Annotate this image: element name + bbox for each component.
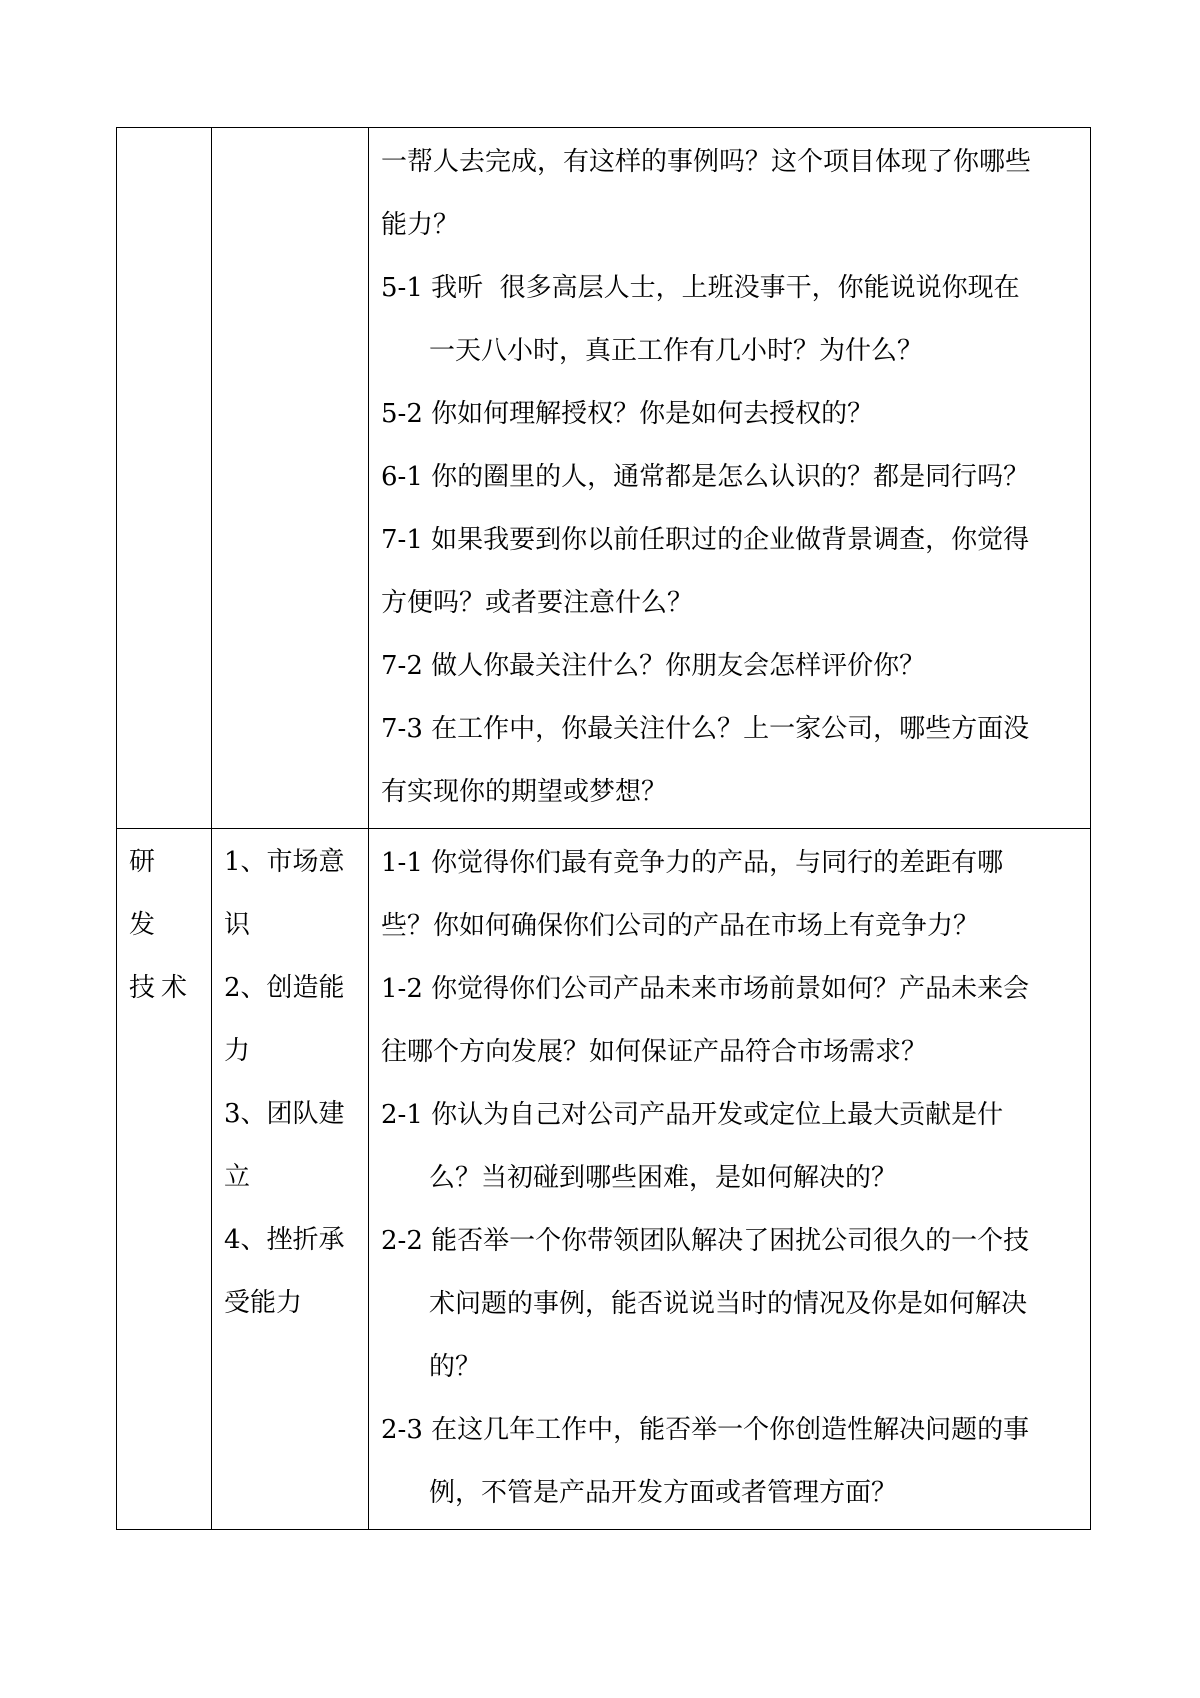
category-line: 技术 [129, 973, 194, 1003]
ability-line: 2、创造能 [224, 973, 345, 1003]
question-line: 2-3 在这几年工作中，能否举一个你创造性解决问题的事 [381, 1415, 1030, 1445]
ability-line: 4、挫折承 [224, 1225, 345, 1255]
question-line: 的？ [429, 1352, 482, 1382]
question-line: 例，不管是产品开发方面或者管理方面？ [429, 1478, 898, 1508]
category-cell-rd [117, 829, 212, 1530]
ability-line: 立 [224, 1162, 251, 1192]
question-line: 能力？ [381, 210, 460, 240]
question-line: 1-1 你觉得你们最有竞争力的产品，与同行的差距有哪 [381, 848, 1004, 878]
ability-line: 受能力 [224, 1288, 303, 1318]
ability-line: 1、市场意 [224, 847, 345, 877]
question-line: 往哪个方向发展？如何保证产品符合市场需求？ [381, 1037, 928, 1067]
question-line: 7-3 在工作中，你最关注什么？上一家公司，哪些方面没 [381, 714, 1030, 744]
ability-cell-empty [212, 128, 369, 829]
question-line: 7-1 如果我要到你以前任职过的企业做背景调查，你觉得 [381, 525, 1030, 555]
question-line: 些？你如何确保你们公司的产品在市场上有竞争力？ [381, 911, 980, 941]
question-list [369, 128, 1090, 828]
question-line: 一天八小时，真正工作有几小时？为什么？ [429, 336, 924, 366]
questions-cell-continued [369, 128, 1091, 829]
ability-line: 力 [224, 1036, 251, 1066]
ability-list [212, 829, 368, 1339]
interview-question-table [116, 127, 1091, 1530]
question-line: 术问题的事例，能否说说当时的情况及你是如何解决 [429, 1289, 1028, 1319]
question-line: 5-1 我听 很多高层人士，上班没事干，你能说说你现在 [381, 273, 1020, 303]
table-row-rd [117, 829, 1091, 1530]
ability-cell-rd [212, 829, 369, 1530]
question-line: 5-2 你如何理解授权？你是如何去授权的？ [381, 399, 874, 429]
question-line: 1-2 你觉得你们公司产品未来市场前景如何？产品未来会 [381, 974, 1030, 1004]
question-line: 有实现你的期望或梦想？ [381, 777, 668, 807]
questions-cell-rd [369, 829, 1091, 1530]
category-line: 研 发 [129, 847, 162, 940]
ability-line: 3、团队建 [224, 1099, 345, 1129]
question-line: 7-2 做人你最关注什么？你朋友会怎样评价你？ [381, 651, 926, 681]
question-line: 2-2 能否举一个你带领团队解决了困扰公司很久的一个技 [381, 1226, 1030, 1256]
question-line: 一帮人去完成，有这样的事例吗？这个项目体现了你哪些 [381, 147, 1032, 177]
question-line: 2-1 你认为自己对公司产品开发或定位上最大贡献是什 [381, 1100, 1004, 1130]
category-label [117, 829, 211, 1024]
question-line: 6-1 你的圈里的人，通常都是怎么认识的？都是同行吗？ [381, 462, 1030, 492]
question-line: 么？当初碰到哪些困难，是如何解决的？ [429, 1163, 898, 1193]
question-list [369, 829, 1090, 1529]
table-row-continued [117, 128, 1091, 829]
ability-line: 识 [224, 910, 251, 940]
category-cell-empty [117, 128, 212, 829]
question-line: 方便吗？或者要注意什么？ [381, 588, 694, 618]
